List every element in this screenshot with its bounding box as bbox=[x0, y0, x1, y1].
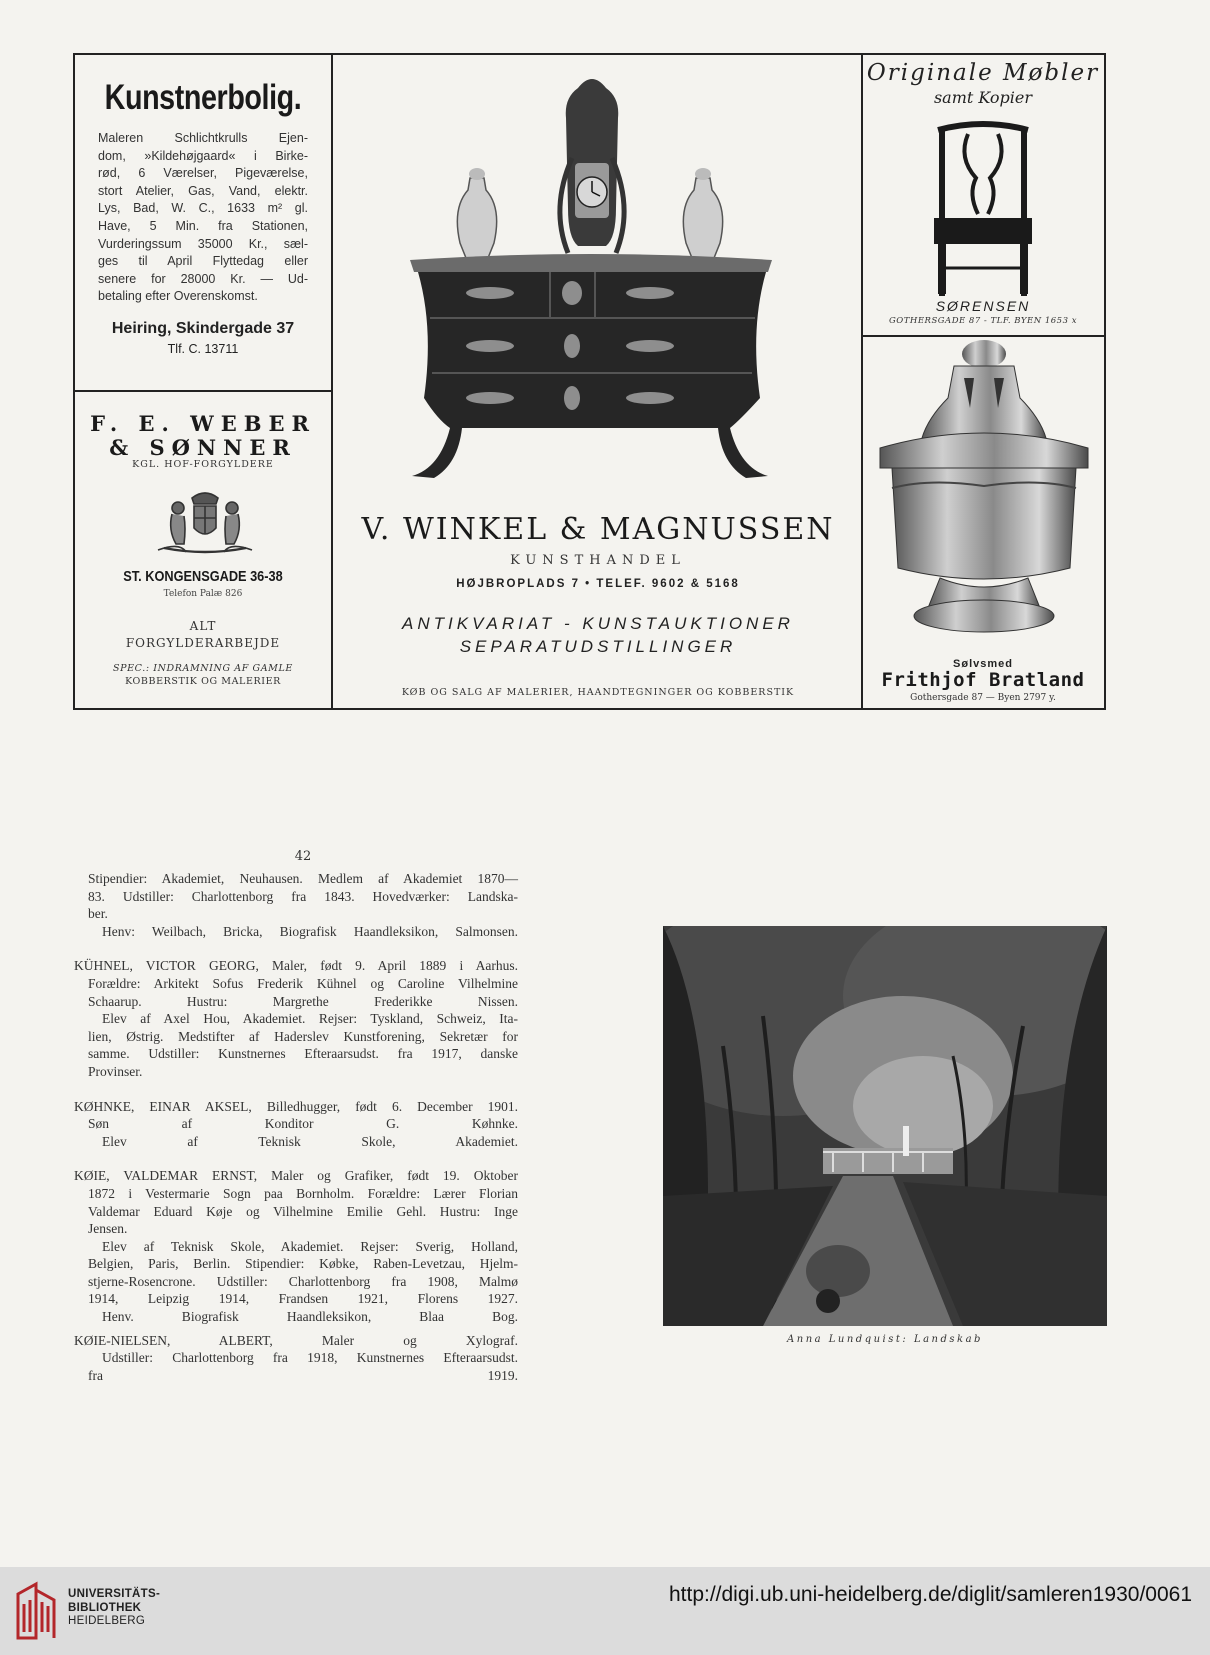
weber-name-line2: & SØNNER bbox=[109, 435, 297, 460]
weber-spec-line2: KOBBERSTIK OG MALERIER bbox=[125, 675, 281, 687]
text-line: Belgien, Paris, Berlin. Stipendier: Købke, Raben-Levetzau, Hjelm- bbox=[88, 1256, 518, 1272]
logo-line: HEIDELBERG bbox=[68, 1615, 146, 1627]
body-line: rød, 6 Værelser, Pigeværelse, bbox=[98, 166, 308, 181]
text-line: lien, Østrig. Medstifter af Haderslev Kunstforening, Sekretær for bbox=[88, 1028, 518, 1044]
text-line: KØHNKE, EINAR AKSEL, Billedhugger, født 6. December 1901. bbox=[74, 1098, 518, 1114]
body-line: stort Atelier, Gas, Vand, elektr. bbox=[98, 183, 308, 198]
bratland-address: Gothersgade 87 — Byen 2797 y. bbox=[910, 693, 1056, 703]
biography-column bbox=[74, 870, 518, 1384]
sorensen-name: SØRENSEN bbox=[935, 298, 1031, 314]
bratland-trade: Sølvsmed bbox=[953, 658, 1013, 670]
winkel-subtitle: KUNSTHANDEL bbox=[510, 553, 686, 568]
winkel-antikvariat: ANTIKVARIAT - KUNSTAUKTIONER bbox=[402, 614, 794, 633]
kunstnerbolig-body bbox=[98, 130, 308, 306]
divider bbox=[861, 53, 863, 710]
kunstnerbolig-contact: Heiring, Skindergade 37 bbox=[111, 320, 295, 337]
kunstnerbolig-phone: Tlf. C. 13711 bbox=[167, 342, 239, 356]
entry-kuhnel bbox=[74, 957, 518, 1080]
weber-telephone: Telefon Palæ 826 bbox=[163, 589, 243, 599]
body-line: Maleren Schlichtkrulls Ejen- bbox=[98, 131, 308, 145]
winkel-title: V. WINKEL & MAGNUSSEN bbox=[361, 512, 835, 547]
text-line: samme. Udstiller: Kunstnernes Efteraarsudst. fra 1917, danske bbox=[88, 1046, 518, 1062]
source-url-link[interactable]: http://digi.ub.uni-heidelberg.de/diglit/samleren1930/0061 bbox=[668, 1583, 1192, 1606]
chair-icon bbox=[928, 118, 1038, 298]
body-line: Vurderingssum 35000 Kr., sæl- bbox=[98, 236, 308, 251]
entry-koie bbox=[74, 1167, 518, 1325]
bratland-name: Frithjof Bratland bbox=[881, 669, 1085, 691]
winkel-trade: KØB OG SALG AF MALERIER, HAANDTEGNINGER OG KOBBERSTIK bbox=[401, 687, 795, 698]
sorensen-address: GOTHERSGADE 87 - TLF. BYEN 1653 x bbox=[889, 316, 1077, 326]
text-line: Elev af Teknisk Skole, Akademiet. Rejser: Sverig, Holland, bbox=[102, 1238, 518, 1254]
text-line: stjerne-Rosencrone. Udstiller: Charlottenborg fra 1908, Malmø bbox=[88, 1273, 518, 1289]
weber-services bbox=[75, 618, 331, 652]
sorensen-subtitle: samt Kopier bbox=[933, 88, 1033, 107]
weber-subtitle: KGL. HOF-FORGYLDERE bbox=[132, 459, 274, 470]
rococo-commode-icon bbox=[410, 68, 775, 498]
body-line: betaling efter Overenskomst. bbox=[98, 289, 258, 304]
text-line: Stipendier: Akademiet, Neuhausen. Medlem af Akademiet 1870— bbox=[88, 871, 518, 886]
body-line: Have, 5 Min. fra Stationen, bbox=[98, 218, 308, 233]
body-line: Lys, Bad, W. C., 1633 m² gl. bbox=[98, 201, 308, 216]
text-line: 1914, Leipzig 1914, Frandsen 1921, Florens 1927. bbox=[88, 1291, 518, 1307]
text-line: Forældre: Arkitekt Sofus Frederik Kühnel og Caroline Vilhelmine bbox=[88, 975, 518, 991]
text-line: Elev af Teknisk Skole, Akademiet. bbox=[102, 1133, 518, 1149]
sorensen-title: Originale Møbler bbox=[866, 60, 1100, 86]
text-line: Søn af Konditor G. Køhnke. bbox=[88, 1116, 518, 1132]
body-line: senere for 28000 Kr. — Ud- bbox=[98, 271, 308, 286]
text-line: KØIE-NIELSEN, ALBERT, Maler og Xylograf. bbox=[74, 1332, 518, 1348]
entry-koie-nielsen bbox=[74, 1332, 518, 1385]
body-line: dom, »Kildehøjgaard« i Birke- bbox=[98, 148, 308, 163]
logo-line: UNIVERSITÄTS- bbox=[68, 1588, 161, 1600]
entry-continuation bbox=[88, 870, 518, 940]
text-line: ber. bbox=[88, 906, 108, 922]
weber-name-line1: F. E. WEBER bbox=[90, 411, 316, 436]
landscape-painting bbox=[663, 926, 1107, 1326]
divider bbox=[861, 335, 1106, 337]
divider bbox=[331, 53, 333, 710]
entry-kohnke bbox=[74, 1098, 518, 1151]
painting-caption: Anna Lundquist: Landskab bbox=[787, 1334, 983, 1345]
kunstnerbolig-title: Kunstnerbolig. bbox=[104, 78, 302, 117]
weber-alt-line1: ALT bbox=[189, 619, 217, 633]
divider bbox=[73, 390, 331, 392]
winkel-separat: SEPARATUDSTILLINGER bbox=[459, 637, 737, 656]
painting-image bbox=[663, 926, 1107, 1326]
page-number: 42 bbox=[294, 849, 312, 864]
logo-line: BIBLIOTHEK bbox=[68, 1601, 142, 1614]
weber-name bbox=[75, 412, 331, 460]
text-line: Schaarup. Hustru: Margrethe Frederikke Nissen. bbox=[88, 993, 518, 1009]
text-line: 83. Udstiller: Charlottenborg fra 1843. Hovedværker: Landska- bbox=[88, 888, 518, 904]
weber-address: ST. KONGENSGADE 36-38 bbox=[123, 568, 283, 585]
text-line: Jensen. bbox=[88, 1221, 128, 1237]
text-line: Elev af Axel Hou, Akademiet. Rejser: Tyskland, Schweiz, Ita- bbox=[102, 1011, 518, 1027]
text-line: Valdemar Eduard Køje og Vilhelmine Emilie Gehl. Hustru: Inge bbox=[88, 1203, 518, 1219]
text-line: 1872 i Vestermarie Sogn paa Bornholm. Forældre: Lærer Florian bbox=[88, 1185, 518, 1201]
university-library-name bbox=[68, 1588, 160, 1629]
text-line: KÜHNEL, VICTOR GEORG, Maler, født 9. April 1889 i Aarhus. bbox=[74, 958, 518, 974]
text-line: Udstiller: Charlottenborg fra 1918, Kunstnernes Efteraarsudst. bbox=[102, 1350, 518, 1366]
weber-specialty bbox=[86, 663, 320, 688]
weber-alt-line2: FORGYLDERARBEJDE bbox=[125, 636, 281, 650]
silver-urn-icon bbox=[870, 338, 1098, 648]
text-line: Henv: Weilbach, Bricka, Biografisk Haandleksikon, Salmonsen. bbox=[102, 923, 518, 939]
footer-bar bbox=[0, 1567, 1210, 1655]
body-line: ges til April Flyttedag eller bbox=[98, 254, 308, 269]
text-line: fra 1919. bbox=[88, 1367, 518, 1383]
royal-crest-icon bbox=[150, 478, 260, 558]
text-line: Provinser. bbox=[88, 1063, 143, 1079]
text-line: KØIE, VALDEMAR ERNST, Maler og Grafiker, født 19. Oktober bbox=[74, 1168, 518, 1184]
text-line: Henv. Biografisk Haandleksikon, Blaa Bog. bbox=[102, 1309, 518, 1325]
university-library-logo-icon bbox=[14, 1580, 60, 1642]
weber-spec-line1: SPEC.: INDRAMNING AF GAMLE bbox=[113, 663, 293, 674]
winkel-address: HØJBROPLADS 7 • TELEF. 9602 & 5168 bbox=[456, 578, 740, 590]
